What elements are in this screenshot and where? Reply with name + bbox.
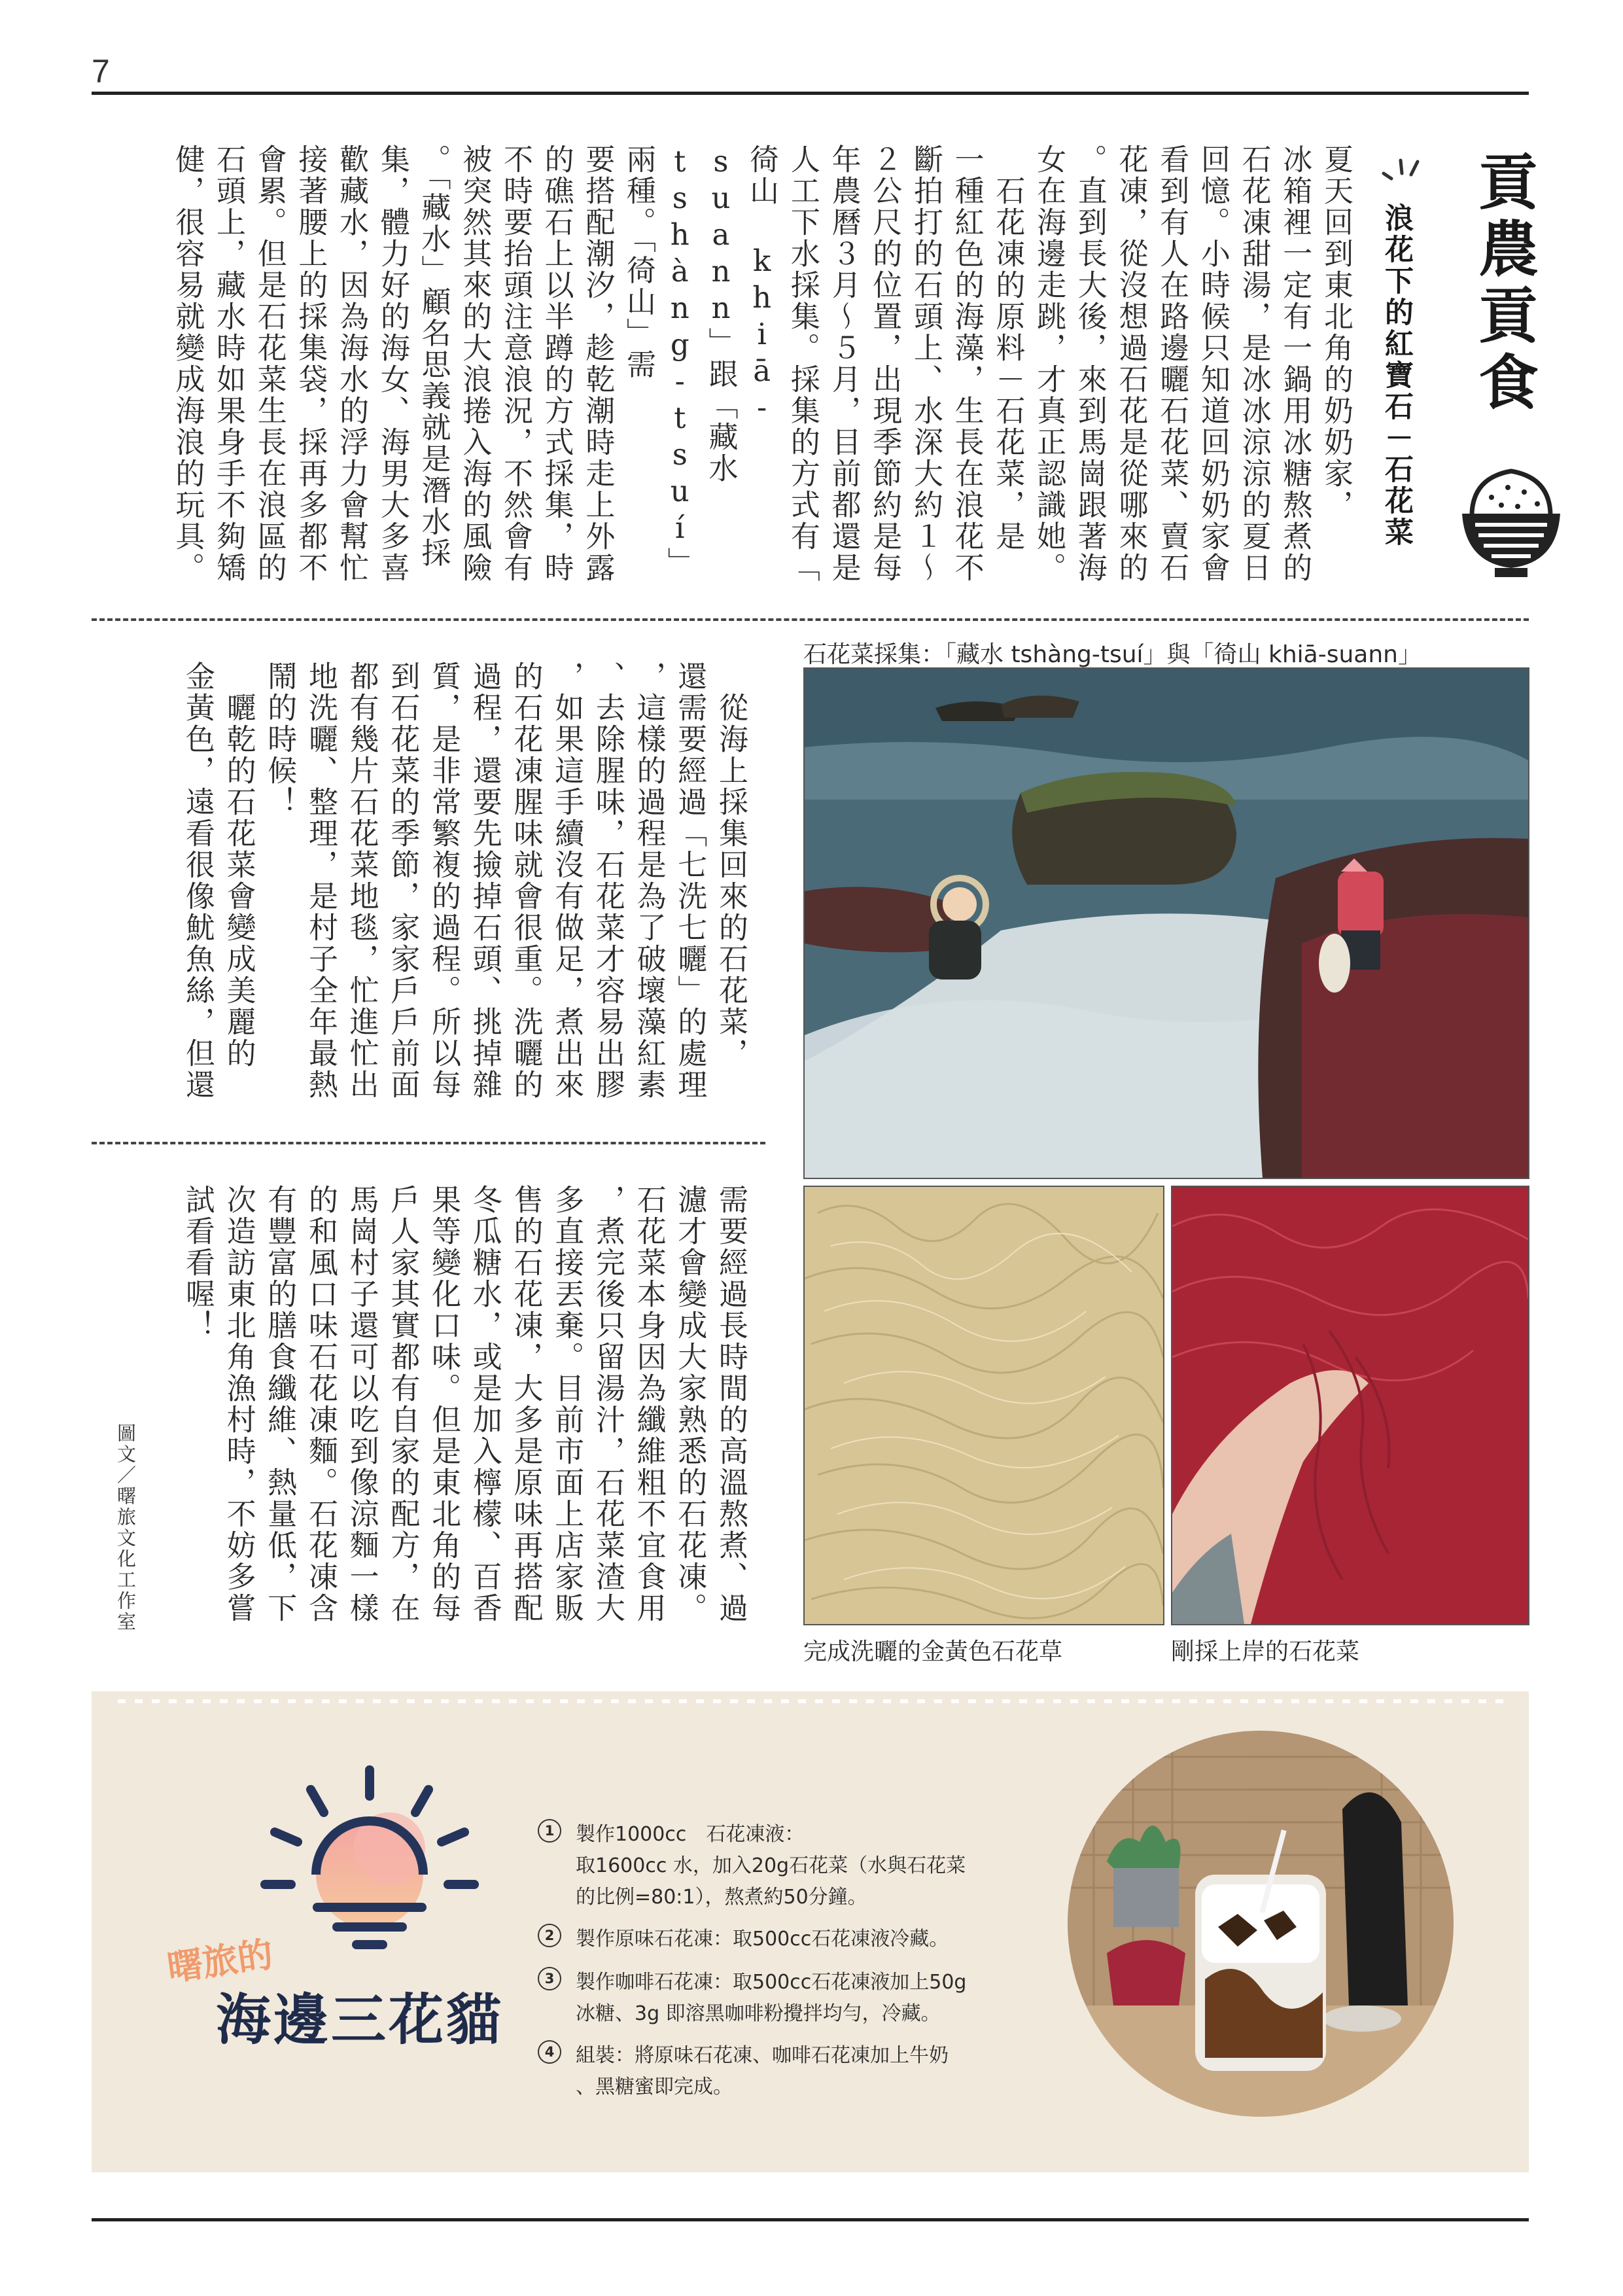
text-column: 質，是非常繁複的過程。所以每 <box>427 661 462 1101</box>
text-column: 石花凍甜湯，是冰冰涼涼的夏日 <box>1236 144 1272 584</box>
page-number: 7 <box>92 53 110 90</box>
lower-text-block <box>110 1184 751 1636</box>
step-number: 2 <box>538 1924 561 1947</box>
top-rule <box>92 92 1529 95</box>
step-number: 4 <box>538 2040 561 2064</box>
step-line: 、黑糖蜜即完成。 <box>576 2075 733 2098</box>
dotted-border-top <box>92 1691 1529 1711</box>
section-divider <box>92 1142 765 1144</box>
text-column: 不時要抬頭注意浪況，不然會有 <box>498 144 533 584</box>
fresh-seaweed-photo <box>1171 1186 1529 1625</box>
text-column: 需要經過長時間的高溫熬煮、過 <box>714 1184 748 1624</box>
text-column: 試看看喔！ <box>180 1184 215 1341</box>
text-column: 的礁石上以半蹲的方式採集，時 <box>539 144 574 584</box>
text-column: 集，體力好的海女、海男大多喜 <box>375 144 410 584</box>
sun-logo-icon <box>258 1760 481 1950</box>
text-column: 花凍，從沒想過石花是從哪來的 <box>1113 144 1149 584</box>
section-divider <box>92 618 1529 621</box>
text-column: 還需要經過「七洗七曬」的處理 <box>672 661 708 1101</box>
text-column: 曬乾的石花菜會變成美麗的 <box>221 661 256 1069</box>
text-column: 到石花菜的季節，家家戶戶前面 <box>385 661 421 1101</box>
text-column: 次造訪東北角漁村時，不妨多嘗 <box>221 1184 256 1624</box>
dried-photo-caption: 完成洗曬的金黃色石花草 <box>803 1638 1063 1665</box>
step-line: 製作1000cc 石花凍液： <box>576 1823 805 1846</box>
text-column: 會累。但是石花菜生長在浪區的 <box>252 144 287 584</box>
text-column: 接著腰上的採集袋，採再多都不 <box>293 144 328 584</box>
text-column: 人工下水採集。採集的方式有「 <box>785 144 820 584</box>
text-column: 。「藏水」顧名思義就是潛水採 <box>416 144 451 569</box>
text-column: 地洗曬、整理，是村子全年最熱 <box>303 661 338 1101</box>
text-column: 、去除腥味，石花菜才容易出膠 <box>590 661 625 1101</box>
text-column: 看到有人在路邊曬石花菜、賣石 <box>1155 144 1190 584</box>
text-column: 冬瓜糖水，或是加入檸檬、百香 <box>467 1184 502 1624</box>
sparkle-icon <box>1377 154 1429 186</box>
text-column: 回憶。小時候只知道回奶奶家會 <box>1195 144 1230 584</box>
harvest-photo <box>803 667 1529 1179</box>
section-subtitle: 浪花下的紅寶石－石花菜 <box>1380 203 1413 548</box>
main-photo-caption: 石花菜採集：「藏水 tshàng-tsuí」與「徛山 khiā-suann」 <box>803 641 1422 668</box>
text-column: 售的石花凍，大多是原味再搭配 <box>508 1184 544 1624</box>
text-column: 斷拍打的石頭上、水深大約１～ <box>908 144 943 584</box>
text-column: 。直到長大後，來到馬崗跟著海 <box>1072 144 1108 584</box>
step-line: 製作原味石花凍：取500cc石花凍液冷藏。 <box>576 1928 949 1951</box>
text-column: 一種紅色的海藻，生長在浪花不 <box>949 144 985 584</box>
text-column: 戶人家其實都有自家的配方，在 <box>385 1184 421 1624</box>
step-line: 取1600cc 水，加入20g石花菜（水與石花菜 <box>576 1854 966 1877</box>
text-column: 鬧的時候！ <box>262 661 298 818</box>
text-column: 冰箱裡一定有一鍋用冰糖熬煮的 <box>1278 144 1313 584</box>
text-column: ，如果這手續沒有做足，煮出來 <box>550 661 585 1101</box>
text-column: 石花菜本身因為纖維粗不宜食用 <box>631 1184 667 1624</box>
text-column: 歡藏水，因為海水的浮力會幫忙 <box>334 144 370 584</box>
text-column: 馬崗村子還可以吃到像涼麵一樣 <box>344 1184 379 1624</box>
step-line: 組裝：將原味石花凍、咖啡石花凍加上牛奶 <box>576 2044 949 2067</box>
text-column: ２公尺的位置，出現季節約是每 <box>867 144 903 584</box>
text-column: 石頭上，藏水時如果身手不夠矯 <box>211 144 247 584</box>
step-line: 的比例=80:1），熬煮約50分鐘。 <box>576 1886 867 1909</box>
bottom-rule <box>92 2218 1529 2221</box>
mid-text-block <box>110 661 751 1119</box>
section-title: 貢農貢食 <box>1469 150 1539 417</box>
text-column: 要搭配潮汐，趁乾潮時走上外露 <box>580 144 616 584</box>
step-line: 製作咖啡石花凍：取500cc石花凍液加上50g <box>576 1971 967 1994</box>
text-column: 過程，還要先撿掉石頭、挑掉雜 <box>467 661 502 1101</box>
text-column: 有豐富的膳食纖維、熱量低，下 <box>262 1184 298 1624</box>
text-column: 果等變化口味。但是東北角的每 <box>427 1184 462 1624</box>
text-column: ，煮完後只留湯汁，石花菜渣大 <box>590 1184 625 1624</box>
step-number: 1 <box>538 1819 561 1843</box>
text-column: 金黃色，遠看很像魷魚絲，但還 <box>180 661 215 1101</box>
text-column: 女在海邊走跳，才真正認識她。 <box>1032 144 1067 584</box>
step-number: 3 <box>538 1967 561 1990</box>
text-column: tshàng-tsuí」兩種。「徛山」需 <box>621 144 697 578</box>
text-column: 石花凍的原料－石花菜，是 <box>990 144 1026 552</box>
credit-line: 圖文／曙旅文化工作室 <box>114 1423 137 1633</box>
text-column: 的和風口味石花凍麵。石花凍含 <box>303 1184 338 1624</box>
text-column: 夏天回到東北角的奶奶家， <box>1319 144 1353 521</box>
brand-subtitle: 曙旅的 <box>164 1933 276 1989</box>
text-column: 的石花凍腥味就會很重。洗曬的 <box>508 661 544 1101</box>
dried-seaweed-photo <box>803 1186 1164 1625</box>
text-column: 濾才會變成大家熟悉的石花凍。 <box>672 1184 708 1624</box>
drink-photo <box>1068 1731 1454 2117</box>
text-column: 被突然其來的大浪捲入海的風險 <box>457 144 493 584</box>
text-column: 徛山 khiā-suann」跟「藏水 <box>703 144 780 484</box>
text-column: ，這樣的過程是為了破壞藻紅素 <box>631 661 667 1101</box>
brand-title: 海邊三花貓 <box>216 1988 504 2052</box>
intro-text-block <box>110 144 1356 595</box>
text-column: 健，很容易就變成海浪的玩具。 <box>170 144 205 584</box>
text-column: 從海上採集回來的石花菜， <box>714 661 748 1069</box>
rice-bowl-icon <box>1446 451 1577 589</box>
text-column: 多直接丟棄。目前市面上店家販 <box>550 1184 585 1624</box>
text-column: 都有幾片石花菜地毯，忙進忙出 <box>344 661 379 1101</box>
step-line: 冰糖、3g 即溶黑咖啡粉攪拌均勻，冷藏。 <box>576 2002 941 2025</box>
text-column: 年農曆３月～５月，目前都還是 <box>826 144 862 584</box>
fresh-photo-caption: 剛採上岸的石花菜 <box>1171 1638 1360 1665</box>
